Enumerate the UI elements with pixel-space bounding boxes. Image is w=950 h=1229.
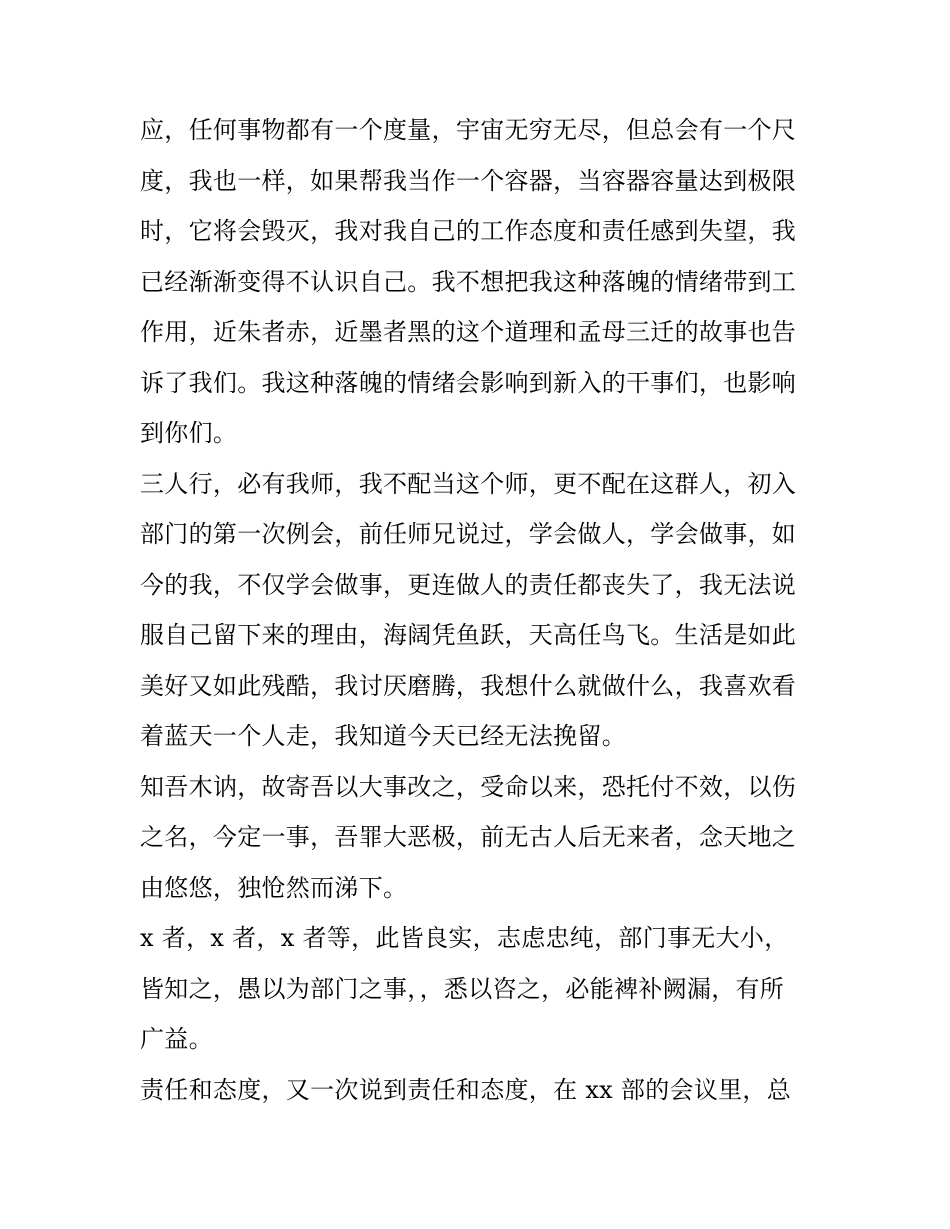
text-line: 广益。 <box>140 1025 213 1053</box>
text-line: 由悠悠，独怆然而涕下。 <box>140 873 408 902</box>
text-line: 责任和态度，又一次说到责任和态度，在 xx 部的会议里，总 <box>140 1075 792 1104</box>
text-line: 美好又如此残酷，我讨厌磨腾，我想什么就做什么，我喜欢看 <box>140 671 797 700</box>
text-line: 皆知之，愚以为部门之事，，悉以咨之，必能裨补阙漏，有所 <box>140 974 785 1003</box>
text-line: 应，任何事物都有一个度量，宇宙无穷无尽，但总会有一个尺 <box>140 116 797 144</box>
text-line: 部门的第一次例会，前任师兄说过，学会做人，学会做事，如 <box>140 520 797 548</box>
text-line: 今的我，不仅学会做事，更连做人的责任都丧失了，我无法说 <box>140 570 797 599</box>
text-line: 时，它将会毁灭，我对我自己的工作态度和责任感到失望，我 <box>140 217 797 245</box>
text-line: 度，我也一样，如果帮我当作一个容器，当容器容量达到极限 <box>140 166 797 195</box>
text-line: 服自己留下来的理由，海阔凭鱼跃，天高任鸟飞。生活是如此 <box>140 621 797 649</box>
text-line: 已经渐渐变得不认识自己。我不想把我这种落魄的情绪带到工 <box>140 267 797 296</box>
text-line: 知吾木讷，故寄吾以大事改之，受命以来，恐托付不效，以伤 <box>140 772 797 801</box>
text-line: 到你们。 <box>140 419 238 447</box>
text-line: x 者，x 者，x 者等，此皆良实，志虑忠纯，部门事无大小， <box>140 924 789 952</box>
text-line: 着蓝天一个人走，我知道今天已经无法挽留。 <box>140 722 626 750</box>
text-line: 之名，今定一事，吾罪大恶极，前无古人后无来者，念天地之 <box>140 823 797 851</box>
text-line: 作用，近朱者赤，近墨者黑的这个道理和孟母三迁的故事也告 <box>140 318 797 346</box>
text-line: 诉了我们。我这种落魄的情绪会影响到新入的干事们，也影响 <box>140 368 797 397</box>
text-line: 三人行，必有我师，我不配当这个师，更不配在这群人，初入 <box>140 469 797 498</box>
document-body <box>140 105 815 1115</box>
